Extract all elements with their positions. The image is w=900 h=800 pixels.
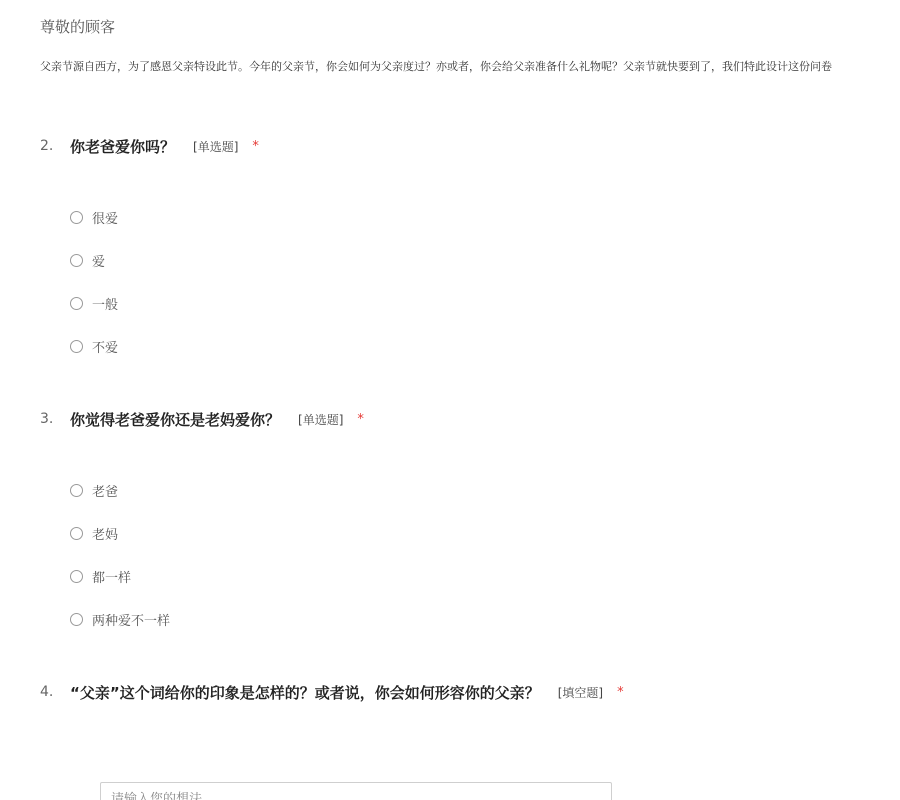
question-text: 你觉得老爸爱你还是老妈爱你？ xyxy=(70,410,281,429)
radio-button[interactable] xyxy=(70,527,83,540)
required-asterisk: * xyxy=(617,684,624,700)
option-label: 都一样 xyxy=(92,571,132,586)
question-type-label: [单选题] xyxy=(298,412,344,427)
question-number: 3. xyxy=(40,411,54,427)
radio-button[interactable] xyxy=(70,211,83,224)
radio-button[interactable] xyxy=(70,570,83,583)
option-label: 很爱 xyxy=(92,212,119,227)
radio-button[interactable] xyxy=(70,484,83,497)
question-type-label: [单选题] xyxy=(193,139,239,154)
question-type-label: [填空题] xyxy=(557,685,604,700)
question-number: 2. xyxy=(40,138,54,154)
option-same[interactable] xyxy=(70,567,131,586)
option-average[interactable] xyxy=(70,294,118,313)
option-label: 老爸 xyxy=(92,485,119,500)
option-label: 老妈 xyxy=(92,528,119,543)
option-label: 爱 xyxy=(92,255,106,270)
question-text: 你老爸爱你吗？ xyxy=(70,137,176,156)
radio-button[interactable] xyxy=(70,340,83,353)
option-different[interactable] xyxy=(70,610,170,629)
survey-intro-text: 父亲节源自西方，为了感恩父亲特设此节。今年的父亲节，你会如何为父亲度过？亦或者，你会给父亲准备什么礼物呢？父亲节就快要到了，我们特此设计这份问卷 xyxy=(40,60,832,73)
radio-button[interactable] xyxy=(70,297,83,310)
required-asterisk: * xyxy=(252,138,259,154)
option-not-love[interactable] xyxy=(70,337,118,356)
option-dad[interactable] xyxy=(70,481,118,500)
question-4 xyxy=(40,680,900,704)
question-2 xyxy=(40,134,900,356)
question-title-row xyxy=(40,680,900,704)
question-3 xyxy=(40,407,900,629)
question-title-row xyxy=(40,407,900,431)
radio-button[interactable] xyxy=(70,254,83,267)
question-number: 4. xyxy=(40,684,54,700)
greeting-heading: 尊敬的顾客 xyxy=(40,18,116,36)
option-label: 两种爱不一样 xyxy=(92,614,171,629)
option-mom[interactable] xyxy=(70,524,118,543)
option-very-love[interactable] xyxy=(70,208,118,227)
question-text: “父亲”这个词给你的印象是怎样的？或者说，你会如何形容你的父亲？ xyxy=(70,683,540,702)
thoughts-input[interactable] xyxy=(100,782,612,800)
option-love[interactable] xyxy=(70,251,105,270)
required-asterisk: * xyxy=(357,411,364,427)
option-label: 一般 xyxy=(92,298,119,313)
option-label: 不爱 xyxy=(92,341,119,356)
question-title-row xyxy=(40,134,900,158)
radio-button[interactable] xyxy=(70,613,83,626)
